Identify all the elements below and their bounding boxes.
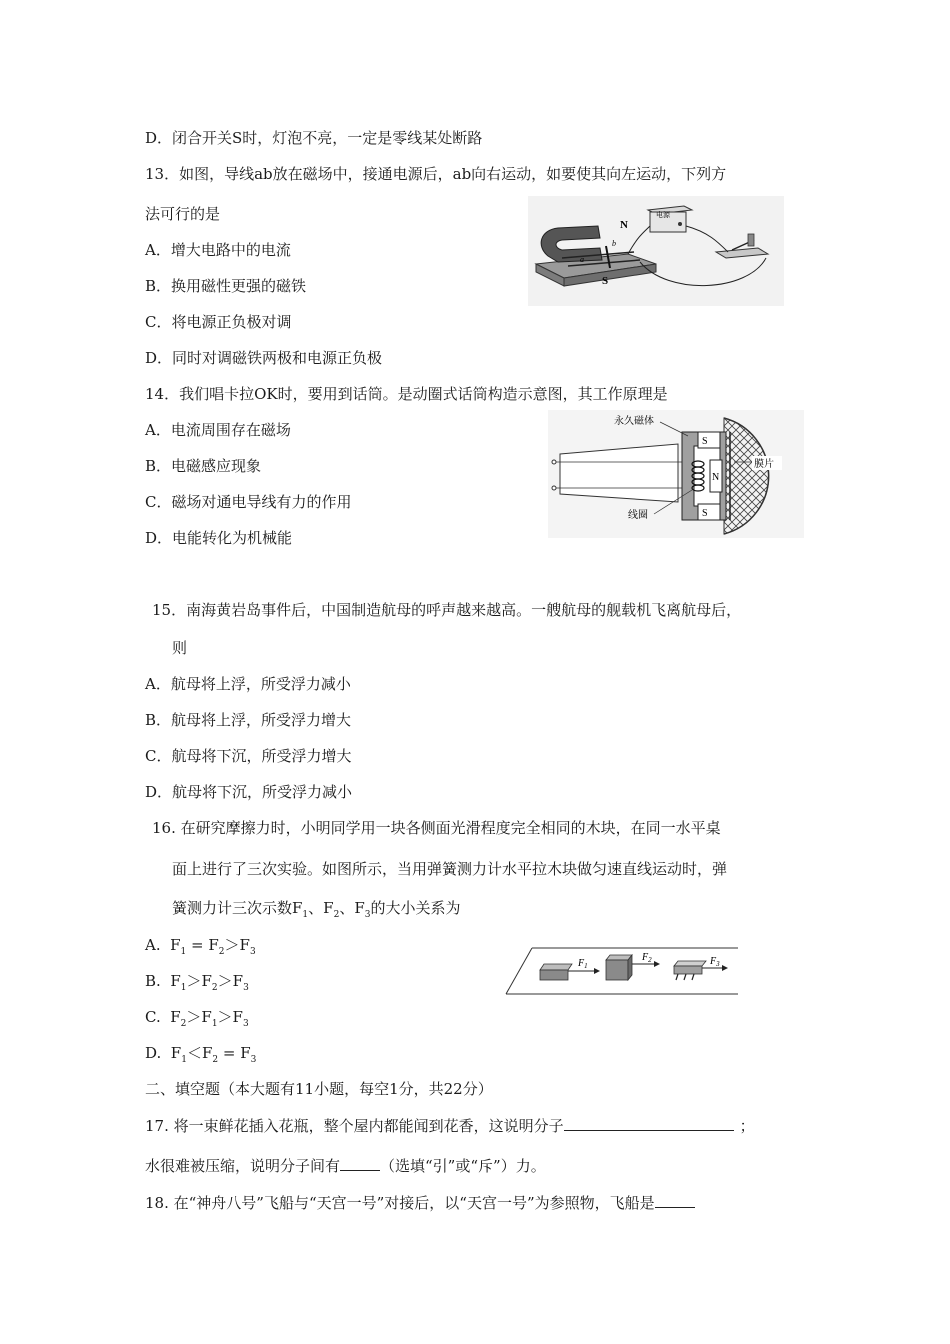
q16-f3-label: F [710, 956, 717, 967]
q16-stem-line2: 面上进行了三次实验。如图所示，当用弹簧测力计水平拉木块做匀速直线运动时，弹 [172, 860, 728, 878]
q16-f1-label: F [578, 958, 585, 969]
q16-option-d: D. $F_1<F_2 = F_3$ [145, 1044, 257, 1065]
q13-power-label: 电源 [656, 211, 670, 219]
q13-b-label: b [612, 239, 616, 248]
svg-text:F1 [577, 958, 588, 970]
q14-s-bottom-label: S [702, 508, 708, 519]
q17-blank-1[interactable] [564, 1116, 734, 1131]
svg-text:F3 [709, 956, 720, 968]
q12-option-d: D．闭合开关S时，灯泡不亮，一定是零线某处断路 [145, 129, 483, 147]
q14-option-c: C．磁场对通电导线有力的作用 [145, 493, 352, 511]
q15-option-c: C．航母将下沉，所受浮力增大 [145, 747, 352, 765]
q14-magnet-label: 永久磁体 [614, 416, 654, 427]
q16-stem-line1: 16. 在研究摩擦力时，小明同学用一块各侧面光滑程度完全相同的木块，在同一水平桌 [152, 819, 721, 837]
q14-microphone-figure [548, 410, 804, 538]
q17-line2: 水很难被压缩，说明分子间有 （选填“引”或“斥”）力。 [145, 1157, 546, 1175]
q16-f2-subscript: 2 [648, 956, 652, 964]
q16-option-a: A. $F_1 = F_2>F_3$ [145, 936, 256, 957]
q13-stem-line2: 法可行的是 [145, 205, 221, 223]
q15-stem-line2: 则 [172, 639, 188, 657]
q16-option-c: C. $F_2>F_1>F_3$ [145, 1008, 249, 1029]
q17-blank-2[interactable] [340, 1156, 380, 1171]
q18-line1: 18. 在“神舟八号”飞船与“天宫一号”对接后，以“天宫一号”为参照物，飞船是 [145, 1193, 695, 1213]
q18-blank-1[interactable] [655, 1193, 695, 1208]
q16-friction-figure [502, 944, 742, 1000]
q13-south-label: S [602, 275, 609, 287]
q14-n-label: N [712, 472, 720, 483]
q14-option-a: A．电流周围存在磁场 [145, 421, 291, 439]
q15-option-a: A．航母将上浮，所受浮力减小 [145, 675, 351, 693]
q13-option-b: B．换用磁性更强的磁铁 [145, 277, 307, 295]
q17-line1: 17. 将一束鲜花插入花瓶，整个屋内都能闻到花香，这说明分子 ； [145, 1117, 755, 1135]
q16-f3-subscript: 3 [716, 960, 720, 968]
q13-a-label: a [580, 255, 584, 264]
q14-option-d: D．电能转化为机械能 [145, 529, 293, 547]
q16-stem-line3: 簧测力计三次示数$F_1$、$F_2$、$F_3$的大小关系为 [172, 899, 461, 920]
q13-option-d: D．同时对调磁铁两极和电源正负极 [145, 349, 383, 367]
q16-option-b: B. $F_1>F_2>F_3$ [145, 972, 249, 993]
q14-s-top-label: S [702, 436, 708, 447]
q13-magnet-circuit-figure [528, 196, 784, 306]
q13-option-c: C．将电源正负极对调 [145, 313, 292, 331]
q16-f1-subscript: 1 [584, 962, 588, 970]
q14-film-label: 膜片 [754, 459, 774, 470]
q14-stem: 14．我们唱卡拉OK时，要用到话筒。是动圈式话筒构造示意图，其工作原理是 [145, 385, 668, 403]
q15-option-b: B．航母将上浮，所受浮力增大 [145, 711, 352, 729]
svg-text:F2 [641, 952, 652, 964]
q14-option-b: B．电磁感应现象 [145, 457, 262, 475]
section2-heading: 二、填空题（本大题有11小题，每空1分，共22分） [145, 1080, 493, 1098]
q13-stem-line1: 13．如图，导线ab放在磁场中，接通电源后，ab向右运动，如要使其向左运动，下列方 [145, 165, 727, 183]
q15-option-d: D．航母将下沉，所受浮力减小 [145, 783, 353, 801]
q14-coil-label: 线圈 [628, 510, 648, 521]
q13-option-a: A．增大电路中的电流 [145, 241, 291, 259]
q13-north-label: N [620, 219, 628, 231]
q16-f2-label: F [642, 952, 649, 963]
q15-stem-line1: 15．南海黄岩岛事件后，中国制造航母的呼声越来越高。一艘航母的舰载机飞离航母后， [152, 601, 742, 619]
